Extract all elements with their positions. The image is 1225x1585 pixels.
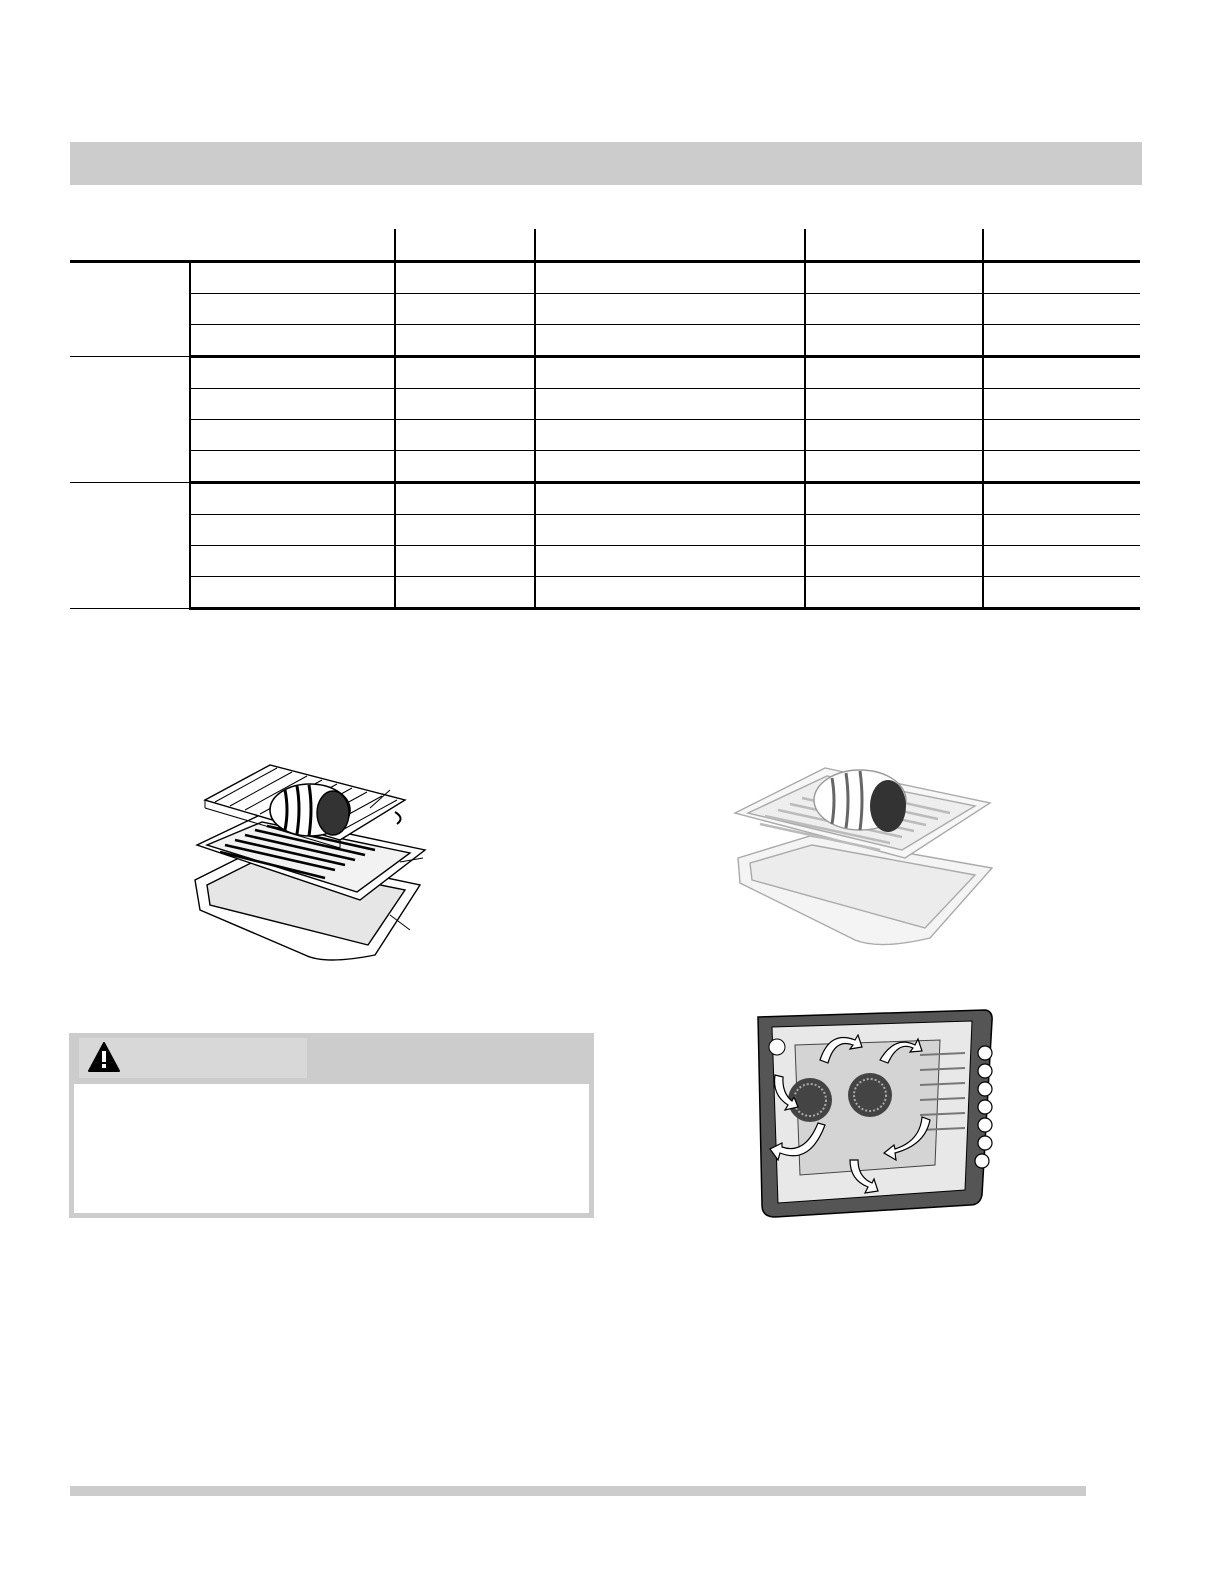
table-cell xyxy=(805,546,983,577)
table-cell xyxy=(805,389,983,420)
table-cell xyxy=(190,357,395,389)
table-row xyxy=(70,451,1140,483)
table-cell xyxy=(395,546,535,577)
broil-pan-icon xyxy=(730,758,995,946)
table-cell xyxy=(983,546,1140,577)
table-cell xyxy=(190,451,395,483)
table-cell xyxy=(190,389,395,420)
table-cell xyxy=(535,577,805,609)
warning-text xyxy=(74,1084,589,1213)
table-cell xyxy=(805,420,983,451)
table-category-cell xyxy=(70,357,190,483)
table-cell xyxy=(983,325,1140,357)
table-cell xyxy=(190,325,395,357)
table-cell xyxy=(983,357,1140,389)
table-header-row xyxy=(70,229,1140,262)
table-cell xyxy=(190,546,395,577)
table-category-cell xyxy=(70,262,190,357)
table-cell xyxy=(190,420,395,451)
warning-header xyxy=(79,1038,307,1078)
table-cell xyxy=(805,577,983,609)
table-header-cell xyxy=(983,229,1140,262)
table-cell xyxy=(535,389,805,420)
table-cell xyxy=(805,357,983,389)
table-cell xyxy=(805,325,983,357)
table-row xyxy=(70,546,1140,577)
table-cell xyxy=(395,483,535,515)
table-cell xyxy=(805,515,983,546)
table-row xyxy=(70,483,1140,515)
broil-pan-with-rack-icon xyxy=(185,750,435,965)
section-header-bar xyxy=(70,142,1142,185)
table-cell xyxy=(395,515,535,546)
table-cell xyxy=(983,451,1140,483)
table-cell xyxy=(535,546,805,577)
convection-oven-icon xyxy=(750,1005,1000,1220)
table-row xyxy=(70,389,1140,420)
table-cell xyxy=(805,262,983,294)
table-cell xyxy=(395,451,535,483)
table-cell xyxy=(805,451,983,483)
table-cell xyxy=(190,483,395,515)
table-cell xyxy=(535,483,805,515)
table-row xyxy=(70,262,1140,294)
warning-box xyxy=(69,1033,594,1218)
table-cell xyxy=(535,262,805,294)
table-cell xyxy=(395,262,535,294)
table-cell xyxy=(395,294,535,325)
table-category-cell xyxy=(70,483,190,609)
table-cell xyxy=(395,357,535,389)
table-cell xyxy=(535,325,805,357)
table-cell xyxy=(535,294,805,325)
table-cell xyxy=(983,515,1140,546)
footer-bar xyxy=(70,1486,1086,1496)
table-cell xyxy=(535,420,805,451)
table-cell xyxy=(190,577,395,609)
table-row xyxy=(70,357,1140,389)
table-cell xyxy=(983,262,1140,294)
cooking-table xyxy=(70,229,1140,610)
table-cell xyxy=(395,325,535,357)
table-cell xyxy=(983,389,1140,420)
table-header-cell xyxy=(70,229,190,262)
table-header-cell xyxy=(805,229,983,262)
table-cell xyxy=(395,577,535,609)
table-row xyxy=(70,294,1140,325)
table-row xyxy=(70,325,1140,357)
table-cell xyxy=(805,483,983,515)
table-row xyxy=(70,577,1140,609)
table-header-cell xyxy=(395,229,535,262)
table-cell xyxy=(983,294,1140,325)
table-cell xyxy=(190,262,395,294)
table-cell xyxy=(983,483,1140,515)
table-cell xyxy=(395,389,535,420)
table-cell xyxy=(805,294,983,325)
warning-triangle-icon xyxy=(87,1041,121,1073)
table-cell xyxy=(535,357,805,389)
table-row xyxy=(70,420,1140,451)
table-cell xyxy=(190,515,395,546)
table-header-cell xyxy=(190,229,395,262)
table-cell xyxy=(395,420,535,451)
table-cell xyxy=(983,420,1140,451)
table-cell xyxy=(190,294,395,325)
table-row xyxy=(70,515,1140,546)
table-cell xyxy=(535,515,805,546)
table-header-cell xyxy=(535,229,805,262)
table-cell xyxy=(535,451,805,483)
table-cell xyxy=(983,577,1140,609)
